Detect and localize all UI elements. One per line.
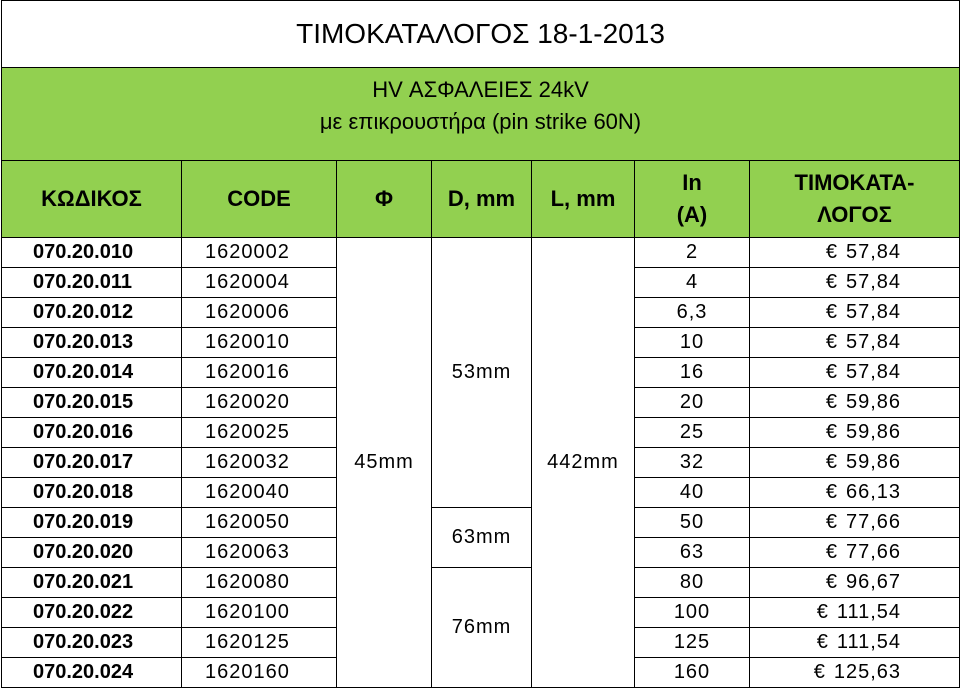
in-cell: 50 <box>635 508 750 538</box>
price-value: 77,66 <box>845 541 902 563</box>
in-cell: 80 <box>635 568 750 598</box>
price-cell <box>750 628 960 658</box>
price-cell <box>750 328 960 358</box>
header-code: CODE <box>182 161 337 238</box>
d-cell: 53mm <box>432 238 532 508</box>
kodikos-cell: 070.20.011 <box>2 268 182 298</box>
in-cell: 20 <box>635 388 750 418</box>
euro-icon: € <box>825 541 838 563</box>
kodikos-cell: 070.20.010 <box>2 238 182 268</box>
price-cell <box>750 418 960 448</box>
euro-icon: € <box>825 331 838 353</box>
euro-icon: € <box>825 421 838 443</box>
euro-icon: € <box>825 451 838 473</box>
subtitle-line-1: HV ΑΣΦΑΛΕΙΕΣ 24kV <box>372 77 589 102</box>
euro-icon: € <box>825 391 838 413</box>
kodikos-cell: 070.20.021 <box>2 568 182 598</box>
euro-icon: € <box>816 631 829 653</box>
header-in <box>635 161 750 238</box>
page-title: ΤΙΜΟΚΑΤΑΛΟΓΟΣ 18-1-2013 <box>2 1 960 68</box>
in-cell: 63 <box>635 538 750 568</box>
header-price <box>750 161 960 238</box>
euro-icon: € <box>825 241 838 263</box>
price-cell <box>750 538 960 568</box>
subtitle-line-2: με επικρουστήρα (pin strike 60N) <box>319 109 642 134</box>
price-cell <box>750 238 960 268</box>
in-cell: 125 <box>635 628 750 658</box>
kodikos-cell: 070.20.020 <box>2 538 182 568</box>
price-value: 96,67 <box>845 571 902 593</box>
price-value: 57,84 <box>845 331 902 353</box>
price-cell <box>750 388 960 418</box>
price-cell <box>750 268 960 298</box>
in-cell: 2 <box>635 238 750 268</box>
price-value: 111,54 <box>836 631 902 653</box>
code-cell: 1620025 <box>182 418 337 448</box>
price-cell <box>750 568 960 598</box>
header-phi: Φ <box>337 161 432 238</box>
kodikos-cell: 070.20.024 <box>2 658 182 688</box>
code-cell: 1620002 <box>182 238 337 268</box>
price-value: 57,84 <box>845 301 902 323</box>
price-cell <box>750 658 960 688</box>
kodikos-cell: 070.20.023 <box>2 628 182 658</box>
euro-icon: € <box>825 571 838 593</box>
product-subtitle <box>2 68 960 161</box>
table-row <box>2 568 960 598</box>
price-cell <box>750 298 960 328</box>
kodikos-cell: 070.20.014 <box>2 358 182 388</box>
code-cell: 1620063 <box>182 538 337 568</box>
kodikos-cell: 070.20.015 <box>2 388 182 418</box>
header-d: D, mm <box>432 161 532 238</box>
in-cell: 160 <box>635 658 750 688</box>
price-cell <box>750 598 960 628</box>
price-cell <box>750 358 960 388</box>
price-value: 59,86 <box>845 391 902 413</box>
euro-icon: € <box>813 661 826 683</box>
in-cell: 16 <box>635 358 750 388</box>
price-value: 57,84 <box>845 271 902 293</box>
code-cell: 1620032 <box>182 448 337 478</box>
price-value: 77,66 <box>845 511 902 533</box>
in-cell: 4 <box>635 268 750 298</box>
euro-icon: € <box>825 361 838 383</box>
price-value: 66,13 <box>845 481 902 503</box>
price-value: 59,86 <box>845 451 902 473</box>
price-cell <box>750 448 960 478</box>
code-cell: 1620010 <box>182 328 337 358</box>
price-value: 111,54 <box>836 601 902 623</box>
in-cell: 6,3 <box>635 298 750 328</box>
code-cell: 1620100 <box>182 598 337 628</box>
header-price-line-1: ΤΙΜΟΚΑΤΑ- <box>794 170 915 195</box>
code-cell: 1620040 <box>182 478 337 508</box>
euro-icon: € <box>825 511 838 533</box>
code-cell: 1620160 <box>182 658 337 688</box>
price-value: 59,86 <box>845 421 902 443</box>
price-list-table <box>1 0 960 688</box>
kodikos-cell: 070.20.012 <box>2 298 182 328</box>
header-in-line-1: In <box>682 170 702 195</box>
kodikos-cell: 070.20.022 <box>2 598 182 628</box>
phi-cell: 45mm <box>337 238 432 688</box>
euro-icon: € <box>825 301 838 323</box>
in-cell: 32 <box>635 448 750 478</box>
header-l: L, mm <box>532 161 635 238</box>
euro-icon: € <box>825 271 838 293</box>
header-kodikos: ΚΩΔΙΚΟΣ <box>2 161 182 238</box>
in-cell: 25 <box>635 418 750 448</box>
code-cell: 1620020 <box>182 388 337 418</box>
kodikos-cell: 070.20.016 <box>2 418 182 448</box>
d-cell: 63mm <box>432 508 532 568</box>
euro-icon: € <box>816 601 829 623</box>
price-cell <box>750 508 960 538</box>
in-cell: 100 <box>635 598 750 628</box>
price-cell <box>750 478 960 508</box>
in-cell: 10 <box>635 328 750 358</box>
d-cell: 76mm <box>432 568 532 688</box>
code-cell: 1620125 <box>182 628 337 658</box>
price-value: 125,63 <box>833 661 902 683</box>
code-cell: 1620080 <box>182 568 337 598</box>
code-cell: 1620016 <box>182 358 337 388</box>
kodikos-cell: 070.20.013 <box>2 328 182 358</box>
kodikos-cell: 070.20.018 <box>2 478 182 508</box>
header-price-line-2: ΛΟΓΟΣ <box>817 202 892 227</box>
kodikos-cell: 070.20.019 <box>2 508 182 538</box>
in-cell: 40 <box>635 478 750 508</box>
euro-icon: € <box>825 481 838 503</box>
header-in-line-2: (A) <box>676 202 708 227</box>
column-header-row <box>2 161 960 238</box>
kodikos-cell: 070.20.017 <box>2 448 182 478</box>
price-value: 57,84 <box>845 241 902 263</box>
code-cell: 1620006 <box>182 298 337 328</box>
table-row <box>2 238 960 268</box>
l-cell: 442mm <box>532 238 635 688</box>
code-cell: 1620050 <box>182 508 337 538</box>
price-value: 57,84 <box>845 361 902 383</box>
code-cell: 1620004 <box>182 268 337 298</box>
table-row <box>2 508 960 538</box>
